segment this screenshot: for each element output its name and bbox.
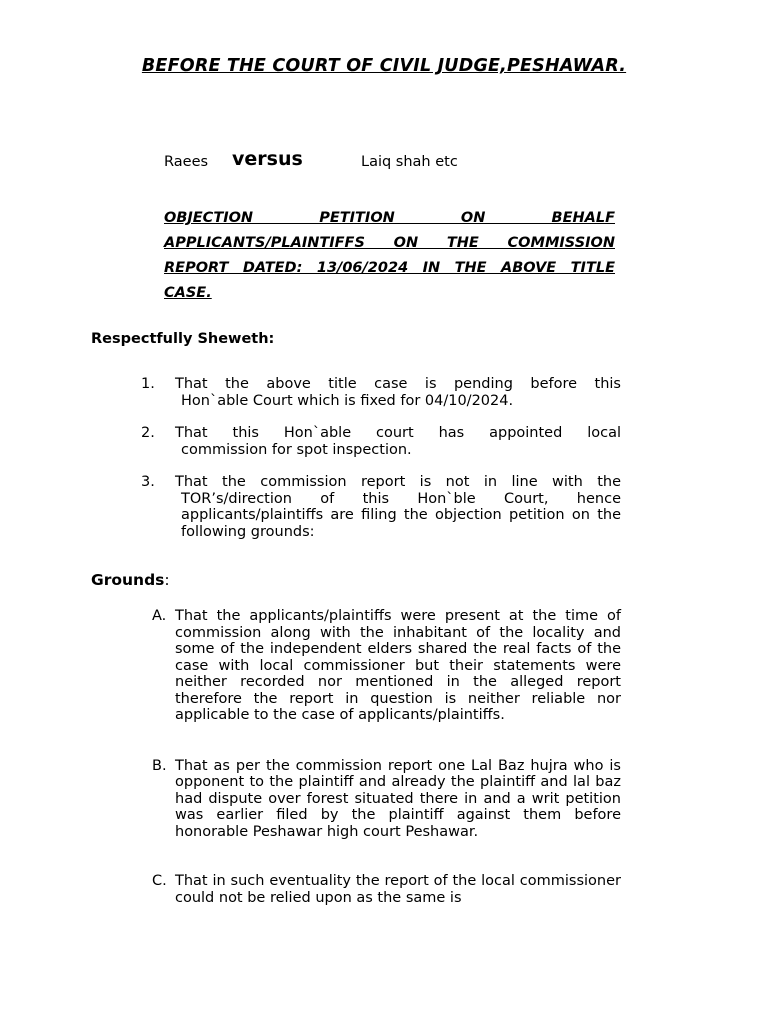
list-item-first-line: That the above title case is pending before this xyxy=(175,376,621,392)
list-item-continuation: Hon`able Court which is fixed for 04/10/2024. xyxy=(181,392,514,409)
list-item-marker: 2. xyxy=(141,425,155,441)
ground-item-marker: A. xyxy=(152,608,167,624)
ground-item-marker: C. xyxy=(152,873,167,889)
grounds-heading-colon: : xyxy=(164,571,170,589)
respondent-name: Laiq shah etc xyxy=(361,154,458,170)
ground-item xyxy=(152,758,621,841)
subject-line: APPLICANTS/PLAINTIFFS ON THE COMMISSION xyxy=(164,235,615,251)
list-item-first-line: That the commission report is not in line with the xyxy=(175,474,621,490)
ground-item-marker: B. xyxy=(152,757,167,774)
ground-item-text: That as per the commission report one Lal Baz hujra who is opponent to the plaintiff and already the plaintiff and lal baz had dispute over forest situated there in and a writ petition was earlier filed by the plaintiff against them before honorable Peshawar high court Peshawar. xyxy=(175,757,621,840)
subject-line: OBJECTION PETITION ON BEHALF xyxy=(164,210,615,226)
list-item xyxy=(141,425,621,458)
list-item xyxy=(141,474,621,540)
ground-item-text: That the applicants/plaintiffs were present at the time of commission along with the inhabitant of the locality and some of the independent elders shared the real facts of the case with local commissioner but their statements were neither recorded nor mentioned in the alleged report therefore the report in question is neither reliable nor applicable to the case of applicants/plaintiffs. xyxy=(175,608,621,723)
court-title: BEFORE THE COURT OF CIVIL JUDGE,PESHAWAR. xyxy=(141,56,627,76)
list-item-marker: 1. xyxy=(141,376,155,392)
versus-label: versus xyxy=(232,148,303,170)
subject-line: CASE. xyxy=(164,285,212,301)
ground-item xyxy=(152,608,621,724)
list-item xyxy=(141,376,621,409)
numbered-list xyxy=(141,376,621,556)
ground-item-text: That in such eventuality the report of the local commissioner could not be relied upon as the same is xyxy=(175,873,621,906)
list-item-marker: 3. xyxy=(141,474,155,490)
grounds-heading-text: Grounds xyxy=(91,571,165,589)
subject-line: REPORT DATED: 13/06/2024 IN THE ABOVE TITLE xyxy=(164,260,615,276)
salutation: Respectfully Sheweth: xyxy=(91,331,275,347)
list-item-continuation: commission for spot inspection. xyxy=(181,441,412,458)
grounds-heading xyxy=(91,571,170,589)
grounds-list xyxy=(152,608,621,906)
list-item-first-line: That this Hon`able court has appointed local xyxy=(175,425,621,441)
ground-item xyxy=(152,873,621,906)
petition-subject xyxy=(164,206,615,306)
list-item-continuation: TOR’s/direction of this Hon`ble Court, hence applicants/plaintiffs are filing the objection petition on the following grounds: xyxy=(181,490,621,540)
petitioner-name: Raees xyxy=(164,154,209,170)
